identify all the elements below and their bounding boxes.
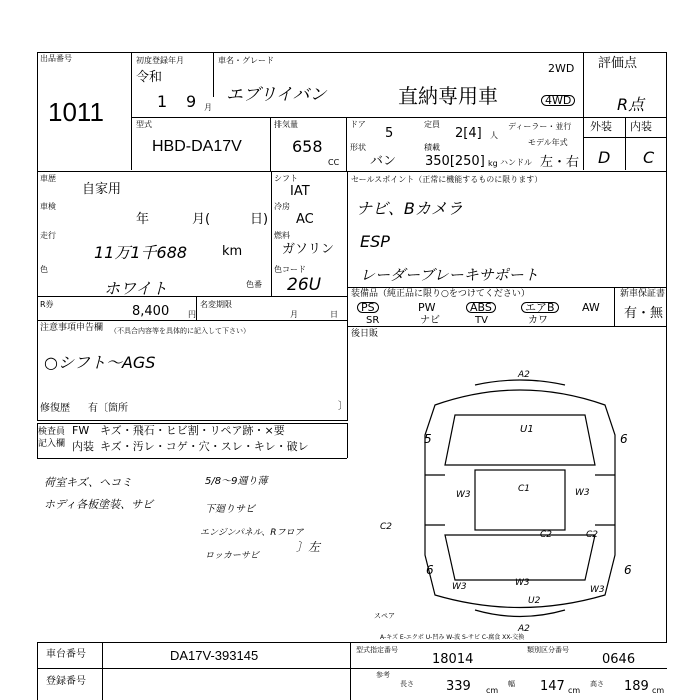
name-grade-label: 車名・グレード [218,56,274,65]
model: HBD-DA17V [152,138,242,155]
mileage-label: 走行 [40,231,56,240]
reg-year: 1 [157,92,168,111]
exterior-grade: D [598,148,611,167]
interior-label: 内装 [630,120,652,133]
color-label: 色 [40,265,48,274]
cc-unit: CC [328,158,340,167]
equip-aw: AW [582,301,600,314]
hand-note-4: 下廻りサビ [205,504,255,515]
mark-c2-right: C2 [586,530,599,540]
mark-a2-top: A2 [518,370,530,380]
lot-label: 出品番号 [40,54,72,63]
reg-number-label: 登録番号 [46,676,86,687]
handle: 左・右 [540,155,580,170]
expiry-label: 名変期限 [200,300,232,309]
km-unit: km [222,244,243,259]
handle-label: ハンドル [500,158,532,167]
mark-c2-center: C2 [540,530,553,540]
exterior-label: 外装 [590,120,612,133]
load: 350[250] [425,154,485,169]
height: 189 [624,679,649,694]
drive-2wd: 2WD [548,62,575,75]
type-cert: 18014 [432,652,474,667]
color-no-label: 色番 [246,280,262,289]
class-number: 0646 [602,652,636,667]
width-unit: cm [568,686,581,695]
ac: AC [296,212,314,227]
mark-6-front: 6 [620,432,628,446]
reg-year-label: 初度登録年月 [136,56,184,65]
class-label: 類別区分番号 [527,646,569,654]
repair-value: 有〔箇所 [88,403,128,414]
load-unit: kg [488,159,498,168]
recycle-fee: 8,400 [132,304,170,319]
displacement: 658 [292,137,323,156]
selling-point-1: ナビ、Bカメラ [356,199,463,218]
direct-delivery-note: 直納専用車 [398,84,498,108]
color: ホワイト [104,279,168,298]
mileage: 11万1千688 [94,243,188,262]
notes-text: ○シフト～AGS [44,353,156,372]
mark-w3-rear-left: W3 [452,582,467,592]
inspector-row2-prefix: 内装 [72,440,94,453]
yen-unit: 円 [188,310,196,319]
equipment-label: 装備品（純正品に限り○をつけてください） [351,289,530,299]
displacement-label: 排気量 [274,120,298,129]
shift-label: シフト [274,174,298,183]
dealer-label: ディーラー・並行 [508,122,572,131]
width-label: 幅 [508,680,515,688]
color-code: 26U [287,275,322,295]
notes-label: 注意事項申告欄 [40,323,104,333]
mark-5: 5 [424,432,432,446]
mark-6-rear-left: 6 [426,563,434,577]
fuel: ガソリン [282,242,335,257]
shape: バン [370,154,397,169]
car-diagram [375,365,665,630]
length: 339 [446,679,471,694]
mark-a2-bottom: A2 [518,624,530,634]
interior-grade: C [643,148,655,167]
notes-sub-label: （不具合内容等を具体的に記入して下さい） [110,327,250,335]
hand-note-5: エンジンパネル、Rフロア [200,528,304,538]
ref-label: 参考 [376,671,390,679]
repair-end: 〕 [338,401,348,412]
doors: 5 [385,126,394,141]
history-label: 車歴 [40,174,56,183]
hand-note-1: 荷室キズ、ヘコミ [44,476,133,489]
selling-points-label: セールスポイント（正常に機能するものに限ります） [351,175,543,184]
certificate-label: 新車保証書 [620,289,666,299]
era: 令和 [136,70,163,85]
mark-w3-rear-center: W3 [515,578,530,588]
drive-4wd: 4WD [541,95,575,106]
capacity-unit: 人 [490,131,498,140]
equip-navi: ナビ [420,315,440,326]
equip-tv: TV [475,315,488,326]
load-label: 積載 [424,143,440,152]
mark-w3-left: W3 [456,490,471,500]
mark-c1: C1 [518,484,531,494]
equip-sr: SR [366,315,380,326]
capacity-label: 定員 [424,120,440,129]
inspection-year: 年 [136,212,150,227]
expiry-month: 月 [290,310,298,319]
repair-label: 修復歴 [40,403,70,414]
lot-number: 1011 [48,97,104,127]
length-label: 長さ [400,680,414,688]
length-unit: cm [486,686,499,695]
capacity: 2[4] [455,126,482,141]
car-name: エブリイバン [226,85,327,105]
height-unit: cm [652,686,665,695]
spare-label: スペア [374,612,395,620]
hand-note-6: ロッカーサビ [205,551,259,561]
equip-pw: PW [418,301,436,314]
mark-w3-right: W3 [575,488,590,498]
model-year-label: モデル年式 [528,138,568,147]
inspector-sub-label: 記入欄 [38,439,66,449]
equip-ps: PS [357,302,379,313]
hand-note-2: ホディ各板塗装、サビ [44,498,154,511]
rating-value: R点 [617,95,645,114]
mark-c2-left: C2 [380,522,393,532]
chassis-label: 車台番号 [46,649,86,660]
inspection-label: 車検 [40,202,56,211]
history: 自家用 [82,182,122,197]
inspection-month: 月( [192,212,211,227]
equip-airbag: エアB [521,302,559,313]
fuel-label: 燃料 [274,231,290,240]
rear-label: 後日販 [351,329,379,339]
shift: IAT [290,184,310,199]
inspector-row1: キズ・飛石・ヒビ割・リペア跡・×要 [100,424,285,437]
shape-label: 形状 [350,143,366,152]
width: 147 [540,679,565,694]
door-label: ドア [350,120,366,129]
selling-point-3: レーダーブレーキサポート [360,266,539,284]
inspector-row2: キズ・汚レ・コゲ・穴・スレ・キレ・破レ [100,440,309,453]
month-unit: 月 [204,103,212,112]
model-label: 型式 [136,120,152,129]
recycle-label: R券 [40,300,54,309]
inspector-row1-prefix: FW [72,424,90,437]
certificate: 有・無 [624,306,664,321]
mark-w3-rear-right: W3 [590,585,605,595]
expiry-day: 日 [330,310,338,319]
equip-leather: カワ [528,315,548,326]
equip-abs: ABS [466,302,496,313]
hand-note-3: 5/8〜9週り薄 [205,476,268,487]
chassis-number: DA17V-393145 [170,648,259,663]
color-code-label: 色コード [274,265,306,274]
height-label: 高さ [590,680,604,688]
inspector-label: 検査員 [38,427,66,437]
inspection-day: 日) [250,212,269,227]
mark-u1: U1 [520,424,534,435]
reg-month: 9 [186,92,197,111]
mark-6-rear-right: 6 [624,563,632,577]
mark-u2: U2 [528,596,541,606]
type-cert-label: 型式指定番号 [356,646,398,654]
ac-label: 冷房 [274,202,290,211]
damage-legend: A-キズ E-エクボ U-凹み W-波 S-サビ C-腐食 XX-交換 [380,634,525,641]
rating-label: 評価点 [598,56,638,71]
selling-point-2: ESP [360,232,390,251]
hand-note-bracket: 〕左 [296,540,321,554]
